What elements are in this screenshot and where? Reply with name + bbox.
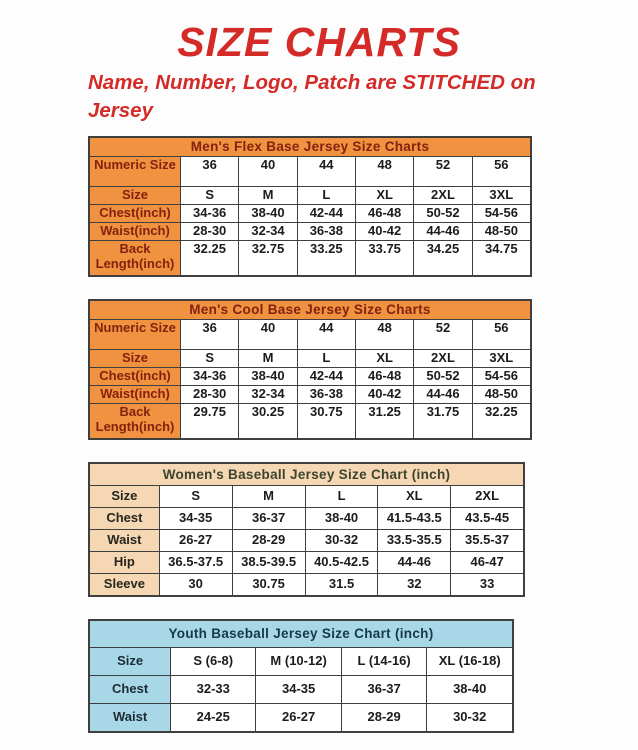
size-cell: 29.75 <box>181 403 239 439</box>
size-cell: 3XL <box>472 186 531 204</box>
size-cell: XL (16-18) <box>427 648 513 676</box>
size-cell: 36 <box>181 319 239 349</box>
size-cell: M <box>239 349 297 367</box>
size-cell: 48-50 <box>472 385 531 403</box>
size-cell: 54-56 <box>472 367 531 385</box>
size-cell: 43.5-45 <box>451 508 524 530</box>
table-row <box>89 403 531 439</box>
table-row <box>89 319 531 349</box>
size-cell: XL <box>378 486 451 508</box>
table-title: Men's Flex Base Jersey Size Charts <box>89 137 531 156</box>
size-cell: 38-40 <box>305 508 378 530</box>
size-cell: 33.25 <box>297 240 355 276</box>
table-row <box>89 186 531 204</box>
size-cell: 32-33 <box>171 676 256 704</box>
size-cell: 26-27 <box>159 530 232 552</box>
size-cell: 44 <box>297 319 355 349</box>
row-label: Chest <box>89 508 159 530</box>
row-label: Hip <box>89 552 159 574</box>
size-cell: 33.75 <box>355 240 413 276</box>
size-cell: 44-46 <box>414 385 472 403</box>
size-cell: 50-52 <box>414 367 472 385</box>
size-cell: S <box>181 186 239 204</box>
size-cell: XL <box>355 186 413 204</box>
table-row <box>89 367 531 385</box>
row-label: Size <box>89 486 159 508</box>
size-cell: 33.5-35.5 <box>378 530 451 552</box>
size-cell: 2XL <box>451 486 524 508</box>
size-cell: 46-48 <box>355 367 413 385</box>
table-row <box>89 552 524 574</box>
size-cell: 36.5-37.5 <box>159 552 232 574</box>
size-cell: 38-40 <box>239 367 297 385</box>
size-cell: 34-36 <box>181 204 239 222</box>
size-cell: 34.75 <box>472 240 531 276</box>
page-title: SIZE CHARTS <box>177 19 461 65</box>
size-cell: 52 <box>414 156 472 186</box>
row-label: Chest(inch) <box>89 367 181 385</box>
size-cell: 34-35 <box>256 676 342 704</box>
size-cell: 36 <box>181 156 239 186</box>
table-row <box>89 648 513 676</box>
size-cell: 48-50 <box>472 222 531 240</box>
size-cell: S <box>159 486 232 508</box>
size-cell: 28-30 <box>181 222 239 240</box>
row-label: Back Length(inch) <box>89 240 181 276</box>
row-label: Chest <box>89 676 171 704</box>
size-table-youth-3 <box>88 619 514 733</box>
row-label: Size <box>89 349 181 367</box>
size-cell: 41.5-43.5 <box>378 508 451 530</box>
row-label: Waist <box>89 530 159 552</box>
size-cell: 40-42 <box>355 222 413 240</box>
size-cell: 33 <box>451 574 524 596</box>
table-title: Youth Baseball Jersey Size Chart (inch) <box>89 620 513 648</box>
size-cell: 31.5 <box>305 574 378 596</box>
size-cell: 28-29 <box>341 704 427 732</box>
size-cell: 34-35 <box>159 508 232 530</box>
table-row <box>89 574 524 596</box>
size-cell: 48 <box>355 156 413 186</box>
table-row <box>89 530 524 552</box>
size-cell: 35.5-37 <box>451 530 524 552</box>
table-title: Women's Baseball Jersey Size Chart (inch) <box>89 463 524 486</box>
size-cell: 32-34 <box>239 385 297 403</box>
size-cell: 36-37 <box>341 676 427 704</box>
table-row <box>89 704 513 732</box>
size-cell: M <box>239 186 297 204</box>
size-cell: 30.75 <box>232 574 305 596</box>
row-label: Waist(inch) <box>89 385 181 403</box>
size-cell: 56 <box>472 319 531 349</box>
size-table-mens-1 <box>88 299 532 440</box>
table-row <box>89 349 531 367</box>
row-label: Waist <box>89 704 171 732</box>
size-cell: 30.25 <box>239 403 297 439</box>
size-cell: 34.25 <box>414 240 472 276</box>
size-cell: 34-36 <box>181 367 239 385</box>
table-row <box>89 676 513 704</box>
size-cell: 52 <box>414 319 472 349</box>
size-cell: 44-46 <box>414 222 472 240</box>
size-cell: 2XL <box>414 186 472 204</box>
size-cell: 3XL <box>472 349 531 367</box>
size-cell: 50-52 <box>414 204 472 222</box>
size-table-womens-2 <box>88 462 525 597</box>
table-row <box>89 204 531 222</box>
size-cell: 28-29 <box>232 530 305 552</box>
table-row <box>89 385 531 403</box>
size-cell: 44-46 <box>378 552 451 574</box>
size-cell: 54-56 <box>472 204 531 222</box>
size-cell: 46-48 <box>355 204 413 222</box>
size-cell: L <box>297 349 355 367</box>
size-cell: XL <box>355 349 413 367</box>
row-label: Chest(inch) <box>89 204 181 222</box>
table-row <box>89 156 531 186</box>
size-cell: 40 <box>239 156 297 186</box>
size-cell: 30-32 <box>427 704 513 732</box>
size-cell: 30-32 <box>305 530 378 552</box>
size-cell: 38.5-39.5 <box>232 552 305 574</box>
size-cell: 32.75 <box>239 240 297 276</box>
size-cell: L <box>297 186 355 204</box>
size-cell: 32.25 <box>472 403 531 439</box>
size-cell: 40.5-42.5 <box>305 552 378 574</box>
size-table-mens-0 <box>88 136 532 277</box>
size-cell: 32-34 <box>239 222 297 240</box>
size-cell: 56 <box>472 156 531 186</box>
size-cell: 26-27 <box>256 704 342 732</box>
size-cell: L (14-16) <box>341 648 427 676</box>
size-cell: 42-44 <box>297 204 355 222</box>
row-label: Back Length(inch) <box>89 403 181 439</box>
size-cell: 40-42 <box>355 385 413 403</box>
row-label: Size <box>89 186 181 204</box>
size-tables-container <box>0 136 638 732</box>
size-cell: L <box>305 486 378 508</box>
size-cell: 32 <box>378 574 451 596</box>
size-cell: S (6-8) <box>171 648 256 676</box>
size-cell: 38-40 <box>239 204 297 222</box>
size-cell: 31.25 <box>355 403 413 439</box>
size-cell: 24-25 <box>171 704 256 732</box>
table-row <box>89 240 531 276</box>
row-label: Sleeve <box>89 574 159 596</box>
size-cell: 36-38 <box>297 222 355 240</box>
size-cell: 46-47 <box>451 552 524 574</box>
size-cell: 28-30 <box>181 385 239 403</box>
row-label: Waist(inch) <box>89 222 181 240</box>
size-cell: S <box>181 349 239 367</box>
size-cell: 44 <box>297 156 355 186</box>
table-row <box>89 508 524 530</box>
row-label: Numeric Size <box>89 156 181 186</box>
size-cell: 31.75 <box>414 403 472 439</box>
table-row <box>89 222 531 240</box>
size-cell: 30 <box>159 574 232 596</box>
size-cell: 42-44 <box>297 367 355 385</box>
size-cell: M (10-12) <box>256 648 342 676</box>
page-subtitle: Name, Number, Logo, Patch are STITCHED on Jersey <box>88 71 536 122</box>
size-cell: M <box>232 486 305 508</box>
size-cell: 38-40 <box>427 676 513 704</box>
row-label: Numeric Size <box>89 319 181 349</box>
size-cell: 40 <box>239 319 297 349</box>
size-cell: 36-37 <box>232 508 305 530</box>
size-cell: 32.25 <box>181 240 239 276</box>
row-label: Size <box>89 648 171 676</box>
size-cell: 48 <box>355 319 413 349</box>
size-cell: 36-38 <box>297 385 355 403</box>
size-cell: 2XL <box>414 349 472 367</box>
size-cell: 30.75 <box>297 403 355 439</box>
table-title: Men's Cool Base Jersey Size Charts <box>89 300 531 319</box>
table-row <box>89 486 524 508</box>
